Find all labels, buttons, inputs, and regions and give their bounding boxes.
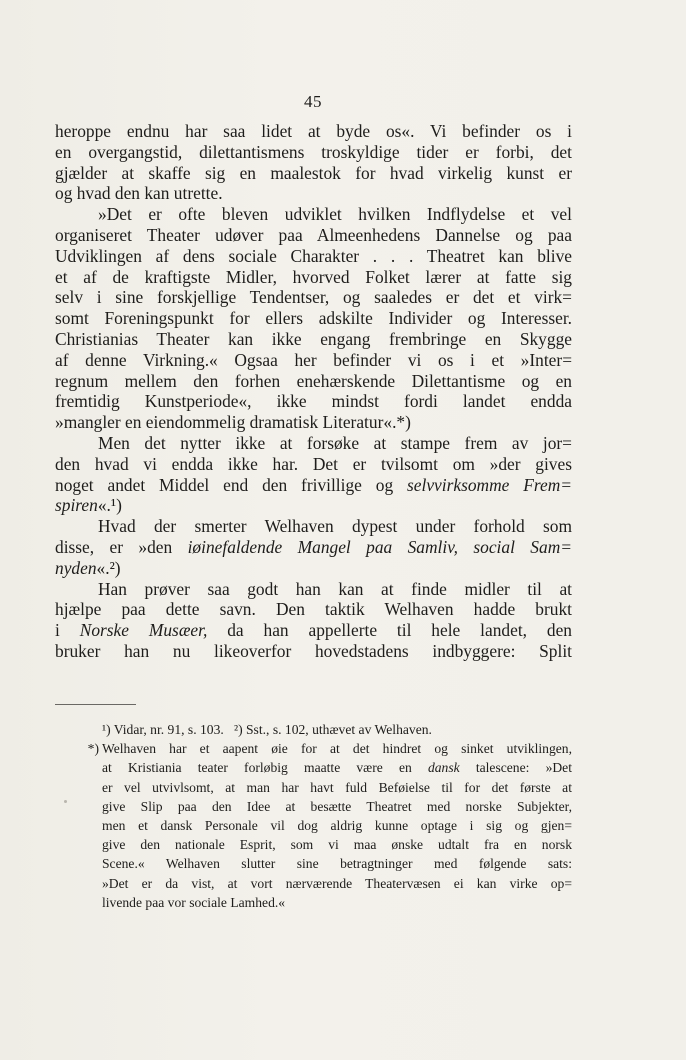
footnote-line: Scene.« Welhaven slutter sine betragtninger med følgende sats:	[102, 856, 572, 872]
text-line	[55, 537, 572, 558]
text-line: hjælpe paa dette savn. Den taktik Welhaven hadde brukt	[55, 599, 572, 620]
text-segment: «.²)	[96, 557, 121, 578]
text-segment: disse, er »den	[55, 536, 188, 557]
footnote-line: men et dansk Personale vil dog aldrig kunne optage i sig og gjen=	[102, 818, 572, 834]
text-line: selv i sine forskjellige Tendentser, og saaledes er det et virk=	[55, 287, 572, 308]
text-line	[55, 558, 572, 579]
text-line: en overgangstid, dilettantismens troskyldige tider er forbi, det	[55, 141, 572, 162]
text-segment: i	[55, 620, 80, 641]
text-line: organiseret Theater udøver paa Almeenhedens Dannelse og paa	[55, 224, 572, 245]
footnote-1-marker: ¹)	[102, 722, 111, 737]
text-segment: talescene: »Det	[459, 760, 572, 776]
text-line: somt Foreningspunkt for ellers adskilte Individer og Interesser.	[55, 308, 572, 329]
text-line	[55, 495, 572, 516]
text-line: Men det nytter ikke at forsøke at stampe frem av jor=	[98, 432, 572, 453]
text-line: »mangler en eiendommelig dramatisk Literatur«.*)	[55, 412, 411, 433]
text-line: gjælder at skaffe sig en maalestok for hvad virkelig kunst er	[55, 162, 572, 183]
text-line: bruker han nu likeoverfor hovedstadens indbyggere: Split	[55, 640, 572, 661]
body-text	[55, 121, 572, 662]
text-line	[55, 475, 572, 496]
text-segment: at Kristiania teater forløbig maatte være en	[102, 760, 428, 776]
footnote-line: »Det er da vist, at vort nærværende Theatervæsen ei kan virke op=	[102, 875, 572, 891]
text-line: Han prøver saa godt han kan at finde midler til at	[98, 578, 572, 599]
footnote-line: er vel utvivlsomt, at man har havt fuld Beføielse til for det første at	[102, 779, 572, 795]
text-line: et af de kraftigste Midler, hvorved Folket lærer at fatte sig	[55, 266, 572, 287]
text-line: og hvad den kan utrette.	[55, 183, 223, 204]
text-segment: da han appellerte til hele landet, den	[207, 620, 572, 641]
text-segment: noget andet Middel end den frivillige og	[55, 474, 407, 495]
italic-segment: spiren	[55, 495, 98, 516]
text-segment: «.¹)	[97, 495, 122, 516]
italic-segment: Norske Musæer,	[79, 620, 208, 641]
footnote-line: give den nationale Esprit, som vi maa ønske udtalt fra en norsk	[102, 837, 572, 853]
italic-segment: dansk	[427, 760, 460, 776]
text-line: heroppe endnu har saa lidet at byde os«. Vi befinder os i	[55, 121, 572, 141]
text-line: »Det er ofte bleven udviklet hvilken Indflydelse et vel	[98, 204, 572, 225]
footnote-line: livende paa vor sociale Lamhed.«	[102, 894, 286, 910]
text-line: fremtidig Kunstperiode«, ikke mindst fordi landet endda	[55, 391, 572, 412]
italic-segment: nyden	[55, 557, 97, 578]
footnote-1: Vidar, nr. 91, s. 103.	[113, 722, 224, 737]
text-line: Hvad der smerter Welhaven dypest under forhold som	[98, 516, 572, 537]
footnote-2: ²) Sst., s. 102, uthævet av Welhaven.	[234, 722, 432, 737]
footnote-line: Welhaven har et aapent øie for at det hindret og sinket utviklingen,	[102, 741, 572, 757]
text-line: af denne Virkning.« Ogsaa her befinder vi os i et »Inter=	[55, 349, 572, 370]
italic-segment: selvvirksomme Frem=	[407, 474, 572, 495]
footnote-star-marker: *)	[87, 741, 99, 757]
footnote-refs	[102, 720, 572, 739]
text-line	[55, 620, 572, 641]
text-line: regnum mellem den forhen enehærskende Dilettantisme og en	[55, 370, 572, 391]
footnote-row	[55, 720, 572, 739]
text-line: Christianias Theater kan ikke engang frembringe en Skygge	[55, 328, 572, 349]
footnote-line	[102, 758, 572, 777]
footnote-line: give Slip paa den Idee at besætte Theatret med norske Subjekter,	[102, 798, 572, 814]
footnote-separator	[55, 704, 136, 705]
italic-segment: iøinefaldende Mangel paa Samliv, social Sam=	[187, 536, 572, 557]
footnotes	[55, 720, 572, 912]
footnote-star	[55, 739, 572, 912]
page-number: 45	[304, 92, 322, 111]
text-line: den hvad vi endda ikke har. Det er tvilsomt om »der gives	[55, 453, 572, 474]
text-line: Udviklingen af dens sociale Charakter . . . Theatret kan blive	[55, 245, 572, 266]
